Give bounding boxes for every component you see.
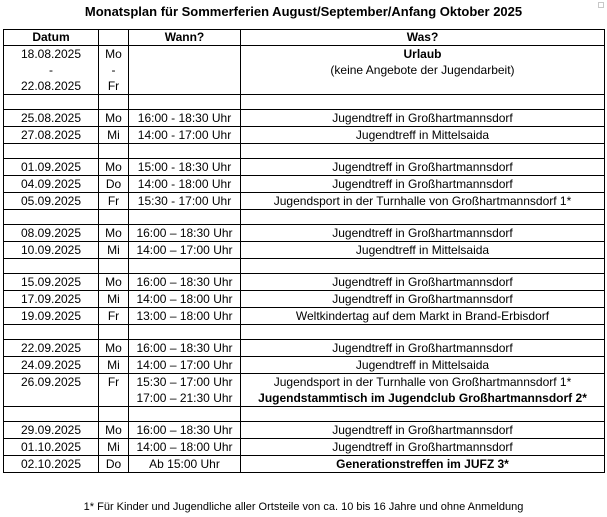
table-row [4, 242, 605, 259]
cell-date: 22.08.2025 [4, 78, 99, 95]
table-row [4, 274, 605, 291]
table-row [4, 110, 605, 127]
table-row [4, 127, 605, 144]
table-row [4, 390, 605, 407]
cell-day: Mi [99, 127, 129, 144]
table-row [4, 193, 605, 210]
cell-date: 15.09.2025 [4, 274, 99, 291]
cell-date: 05.09.2025 [4, 193, 99, 210]
cell-time: 14:00 – 18:00 Uhr [129, 291, 241, 308]
cell-day: Mo [99, 340, 129, 357]
cell-day: Mi [99, 242, 129, 259]
cell-date: 25.08.2025 [4, 110, 99, 127]
cell-date [4, 390, 99, 407]
cell-time: 16:00 - 18:30 Uhr [129, 110, 241, 127]
schedule-table [3, 29, 605, 473]
cell-date: 01.09.2025 [4, 159, 99, 176]
table-header-row [4, 30, 605, 46]
cell-what: Jugendtreff in Großhartmannsdorf [241, 110, 605, 127]
cell-what: Jugendtreff in Großhartmannsdorf [241, 340, 605, 357]
cell-date: 01.10.2025 [4, 439, 99, 456]
cell-date: 19.09.2025 [4, 308, 99, 325]
table-row [4, 456, 605, 473]
cell-day: Mi [99, 439, 129, 456]
cell-what: Jugendstammtisch im Jugendclub Großhartmannsdorf 2* [241, 390, 605, 407]
cell-what: Jugendtreff in Mittelsaida [241, 357, 605, 374]
cell-day: Mo [99, 422, 129, 439]
cell-date: 18.08.2025 [4, 46, 99, 63]
table-row [4, 340, 605, 357]
cell-what: Jugendtreff in Großhartmannsdorf [241, 439, 605, 456]
cell-time: 14:00 - 17:00 Uhr [129, 127, 241, 144]
cell-day: Mo [99, 110, 129, 127]
cell-time: 14:00 – 18:00 Uhr [129, 439, 241, 456]
cell-time: 16:00 – 18:30 Uhr [129, 340, 241, 357]
table-row [4, 422, 605, 439]
cell-what: Jugendtreff in Großhartmannsdorf [241, 176, 605, 193]
cell-time [129, 62, 241, 78]
header-date: Datum [4, 30, 99, 46]
cell-date: 08.09.2025 [4, 225, 99, 242]
cell-day: Mi [99, 357, 129, 374]
cell-time: 13:00 – 18:00 Uhr [129, 308, 241, 325]
cell-time: 15:30 - 17:00 Uhr [129, 193, 241, 210]
table-row [4, 225, 605, 242]
cell-what: Weltkindertag auf dem Markt in Brand-Erbisdorf [241, 308, 605, 325]
table-row [4, 439, 605, 456]
cell-date: 02.10.2025 [4, 456, 99, 473]
spacer-row [4, 95, 605, 110]
cell-what: Jugendtreff in Großhartmannsdorf [241, 291, 605, 308]
cell-time: 16:00 – 18:30 Uhr [129, 422, 241, 439]
spacer-row [4, 144, 605, 159]
cell-time: 14:00 - 18:00 Uhr [129, 176, 241, 193]
table-row [4, 374, 605, 391]
table-row [4, 308, 605, 325]
cell-day: Mi [99, 291, 129, 308]
cell-time: 14:00 – 17:00 Uhr [129, 242, 241, 259]
spacer-row [4, 325, 605, 340]
footnote: 1* Für Kinder und Jugendliche aller Ortsteile von ca. 10 bis 16 Jahre und ohne Anmeldung [83, 501, 524, 513]
cell-date: 27.08.2025 [4, 127, 99, 144]
table-row [4, 159, 605, 176]
table-row [4, 176, 605, 193]
cell-time: 16:00 – 18:30 Uhr [129, 274, 241, 291]
cell-date: 04.09.2025 [4, 176, 99, 193]
spacer-row [4, 210, 605, 225]
cell-day: Fr [99, 78, 129, 95]
vacation-title: Urlaub [241, 46, 605, 63]
cell-time: 15:00 - 18:30 Uhr [129, 159, 241, 176]
table-row [4, 62, 605, 78]
cell-what: Jugendtreff in Mittelsaida [241, 242, 605, 259]
cell-what: Jugendtreff in Großhartmannsdorf [241, 274, 605, 291]
cell-day: Mo [99, 274, 129, 291]
cell-what: Jugendtreff in Großhartmannsdorf [241, 159, 605, 176]
header-when: Wann? [129, 30, 241, 46]
header-day [99, 30, 129, 46]
table-row [4, 46, 605, 63]
cell-date: 22.09.2025 [4, 340, 99, 357]
cell-time: 14:00 – 17:00 Uhr [129, 357, 241, 374]
cell-date: 24.09.2025 [4, 357, 99, 374]
cell-day: Fr [99, 308, 129, 325]
cell-what: Generationstreffen im JUFZ 3* [241, 456, 605, 473]
cell-what: Jugendtreff in Großhartmannsdorf [241, 225, 605, 242]
cell-day: Fr [99, 374, 129, 391]
cell-time [129, 46, 241, 63]
cell-time [129, 78, 241, 95]
cell-what: Jugendtreff in Mittelsaida [241, 127, 605, 144]
cell-time: Ab 15:00 Uhr [129, 456, 241, 473]
cell-time: 17:00 – 21:30 Uhr [129, 390, 241, 407]
cell-time: 15:30 – 17:00 Uhr [129, 374, 241, 391]
cell-day: Fr [99, 193, 129, 210]
cell-what [241, 78, 605, 95]
cell-what: Jugendtreff in Großhartmannsdorf [241, 422, 605, 439]
cell-day: Mo [99, 225, 129, 242]
cell-what: Jugendsport in der Turnhalle von Großhartmannsdorf 1* [241, 374, 605, 391]
cell-date: 17.09.2025 [4, 291, 99, 308]
cell-date: 29.09.2025 [4, 422, 99, 439]
corner-mark [598, 2, 604, 8]
table-row [4, 357, 605, 374]
spacer-row [4, 259, 605, 274]
cell-what: Jugendsport in der Turnhalle von Großhartmannsdorf 1* [241, 193, 605, 210]
cell-day [99, 390, 129, 407]
cell-day: Mo [99, 46, 129, 63]
cell-day: - [99, 62, 129, 78]
cell-day: Do [99, 176, 129, 193]
cell-date: 26.09.2025 [4, 374, 99, 391]
header-what: Was? [241, 30, 605, 46]
page-title: Monatsplan für Sommerferien August/September/Anfang Oktober 2025 [84, 4, 523, 19]
table-row [4, 78, 605, 95]
vacation-note: (keine Angebote der Jugendarbeit) [241, 62, 605, 78]
cell-day: Mo [99, 159, 129, 176]
cell-time: 16:00 – 18:30 Uhr [129, 225, 241, 242]
spacer-row [4, 407, 605, 422]
table-row [4, 291, 605, 308]
cell-date: 10.09.2025 [4, 242, 99, 259]
cell-date: - [4, 62, 99, 78]
cell-day: Do [99, 456, 129, 473]
